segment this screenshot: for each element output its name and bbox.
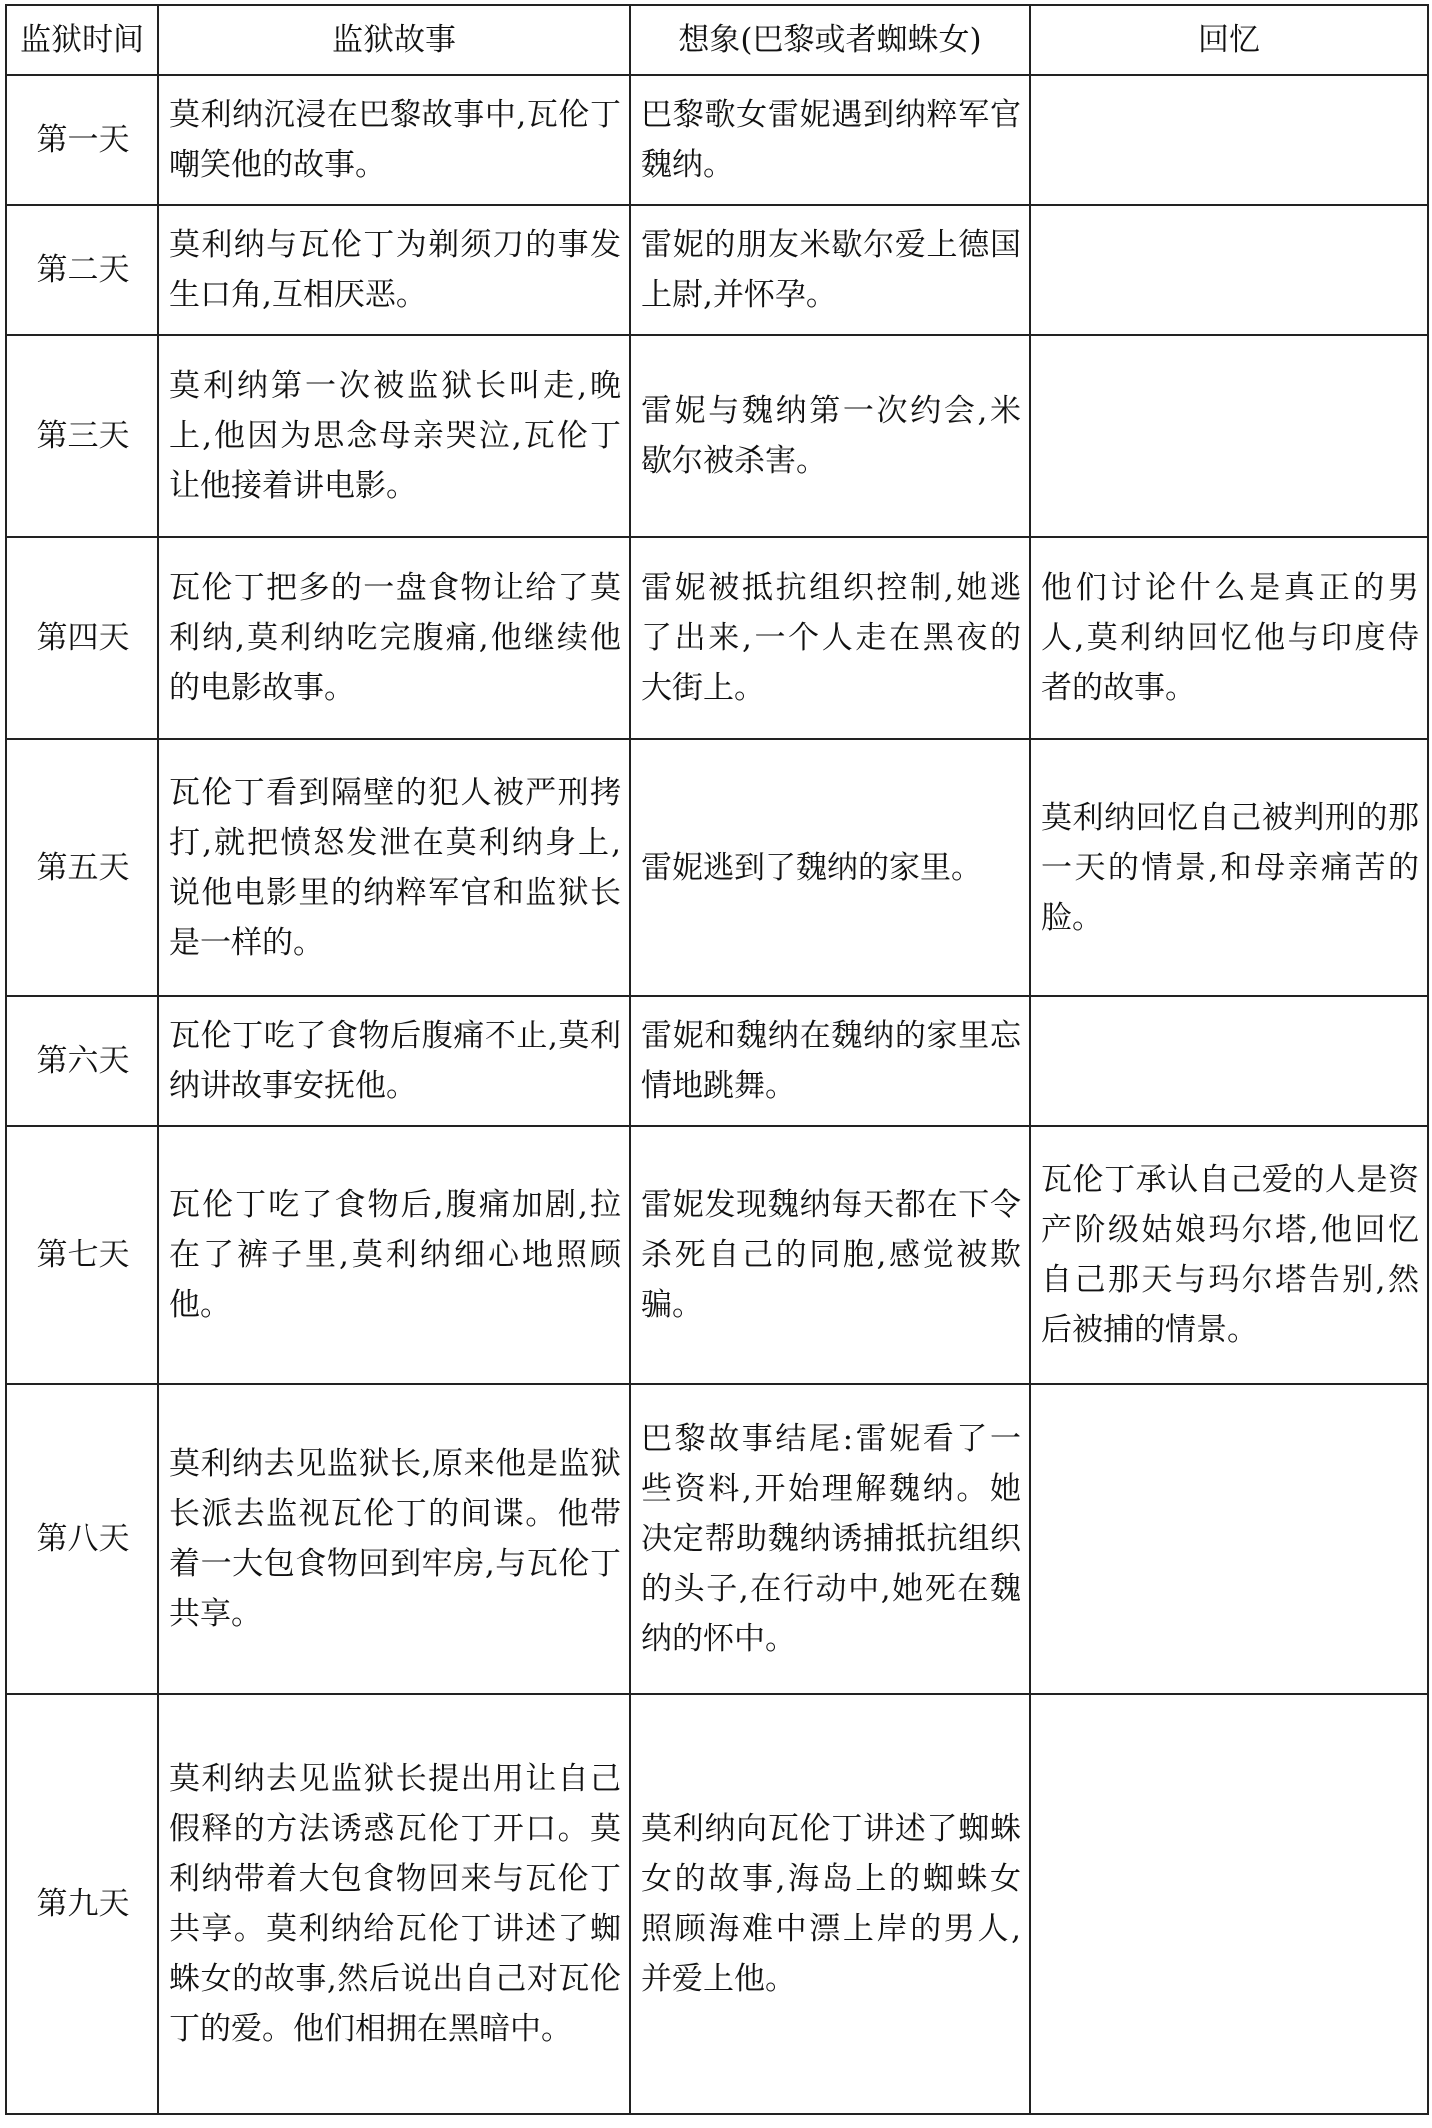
prison-story-cell: 莫利纳与瓦伦丁为剃须刀的事发生口角,互相厌恶。: [158, 205, 630, 335]
table-row: [6, 1694, 1428, 2114]
day-cell: 第八天: [6, 1384, 158, 1694]
fantasy-cell: 雷妮和魏纳在魏纳的家里忘情地跳舞。: [630, 996, 1030, 1126]
prison-story-table: [5, 4, 1429, 2115]
memory-cell: [1030, 335, 1428, 537]
header-prison-time: 监狱时间: [6, 5, 158, 75]
memory-cell: [1030, 205, 1428, 335]
table-row: [6, 537, 1428, 739]
day-cell: 第五天: [6, 739, 158, 996]
memory-cell: [1030, 75, 1428, 205]
header-fantasy: 想象(巴黎或者蜘蛛女): [630, 5, 1030, 75]
fantasy-cell: 雷妮被抵抗组织控制,她逃了出来,一个人走在黑夜的大街上。: [630, 537, 1030, 739]
day-cell: 第三天: [6, 335, 158, 537]
prison-story-cell: 莫利纳第一次被监狱长叫走,晚上,他因为思念母亲哭泣,瓦伦丁让他接着讲电影。: [158, 335, 630, 537]
memory-cell: [1030, 1384, 1428, 1694]
day-cell: 第九天: [6, 1694, 158, 2114]
fantasy-cell: 雷妮发现魏纳每天都在下令杀死自己的同胞,感觉被欺骗。: [630, 1126, 1030, 1384]
memory-cell: 莫利纳回忆自己被判刑的那一天的情景,和母亲痛苦的脸。: [1030, 739, 1428, 996]
table-row: [6, 739, 1428, 996]
memory-cell: 瓦伦丁承认自己爱的人是资产阶级姑娘玛尔塔,他回忆自己那天与玛尔塔告别,然后被捕的情景。: [1030, 1126, 1428, 1384]
day-cell: 第二天: [6, 205, 158, 335]
prison-story-cell: 瓦伦丁把多的一盘食物让给了莫利纳,莫利纳吃完腹痛,他继续他的电影故事。: [158, 537, 630, 739]
day-cell: 第四天: [6, 537, 158, 739]
fantasy-cell: 雷妮的朋友米歇尔爱上德国上尉,并怀孕。: [630, 205, 1030, 335]
memory-cell: [1030, 996, 1428, 1126]
fantasy-cell: 雷妮逃到了魏纳的家里。: [630, 739, 1030, 996]
day-cell: 第一天: [6, 75, 158, 205]
day-cell: 第六天: [6, 996, 158, 1126]
day-cell: 第七天: [6, 1126, 158, 1384]
table-row: [6, 1384, 1428, 1694]
prison-story-cell: 瓦伦丁吃了食物后腹痛不止,莫利纳讲故事安抚他。: [158, 996, 630, 1126]
header-memory: 回忆: [1030, 5, 1428, 75]
fantasy-cell: 巴黎歌女雷妮遇到纳粹军官魏纳。: [630, 75, 1030, 205]
fantasy-cell: 巴黎故事结尾:雷妮看了一些资料,开始理解魏纳。她决定帮助魏纳诱捕抵抗组织的头子,在行动中,她死在魏纳的怀中。: [630, 1384, 1030, 1694]
header-prison-story: 监狱故事: [158, 5, 630, 75]
table-row: [6, 335, 1428, 537]
table-row: [6, 75, 1428, 205]
table-row: [6, 205, 1428, 335]
prison-story-cell: 莫利纳去见监狱长提出用让自己假释的方法诱惑瓦伦丁开口。莫利纳带着大包食物回来与瓦伦丁共享。莫利纳给瓦伦丁讲述了蜘蛛女的故事,然后说出自己对瓦伦丁的爱。他们相拥在黑暗中。: [158, 1694, 630, 2114]
prison-story-cell: 瓦伦丁看到隔壁的犯人被严刑拷打,就把愤怒发泄在莫利纳身上,说他电影里的纳粹军官和监狱长是一样的。: [158, 739, 630, 996]
memory-cell: 他们讨论什么是真正的男人,莫利纳回忆他与印度侍者的故事。: [1030, 537, 1428, 739]
prison-story-cell: 莫利纳去见监狱长,原来他是监狱长派去监视瓦伦丁的间谍。他带着一大包食物回到牢房,与瓦伦丁共享。: [158, 1384, 630, 1694]
fantasy-cell: 雷妮与魏纳第一次约会,米歇尔被杀害。: [630, 335, 1030, 537]
memory-cell: [1030, 1694, 1428, 2114]
table-row: [6, 1126, 1428, 1384]
prison-story-cell: 瓦伦丁吃了食物后,腹痛加剧,拉在了裤子里,莫利纳细心地照顾他。: [158, 1126, 630, 1384]
prison-story-cell: 莫利纳沉浸在巴黎故事中,瓦伦丁嘲笑他的故事。: [158, 75, 630, 205]
table-header-row: [6, 5, 1428, 75]
table-row: [6, 996, 1428, 1126]
fantasy-cell: 莫利纳向瓦伦丁讲述了蜘蛛女的故事,海岛上的蜘蛛女照顾海难中漂上岸的男人,并爱上他。: [630, 1694, 1030, 2114]
